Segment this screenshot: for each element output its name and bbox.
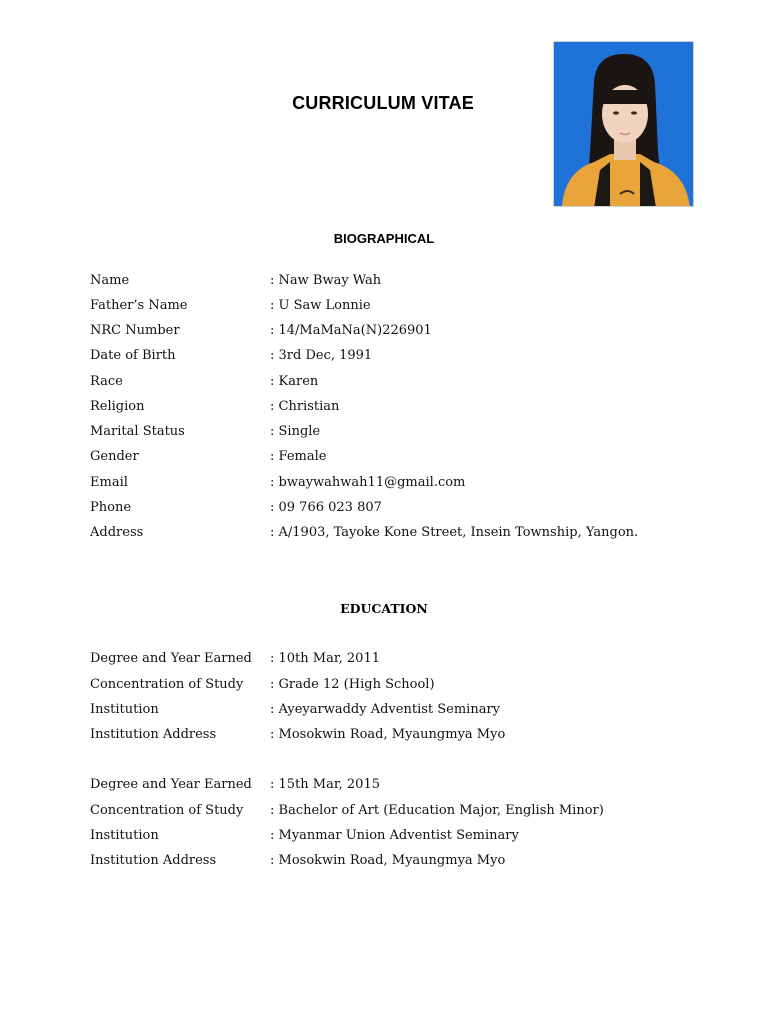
row-label: Gender <box>90 449 139 464</box>
row-label: NRC Number <box>90 323 180 338</box>
row-label: Institution <box>90 828 159 843</box>
row-value: : A/1903, Tayoke Kone Street, Insein Township, Yangon. <box>270 525 639 540</box>
row-label: Father’s Name <box>90 298 188 313</box>
row-label: Concentration of Study <box>90 677 244 692</box>
row-value: : Naw Bway Wah <box>270 273 382 288</box>
row-label: Race <box>90 374 123 389</box>
row-label: Concentration of Study <box>90 803 244 818</box>
row-value: : Single <box>270 424 321 439</box>
portrait-photo <box>553 41 694 207</box>
row-value: : Christian <box>270 399 340 414</box>
row-value: : Mosokwin Road, Myaungmya Myo <box>270 727 506 742</box>
education-heading: EDUCATION <box>340 601 428 616</box>
row-label: Email <box>90 475 128 490</box>
row-value: : 15th Mar, 2015 <box>270 777 380 792</box>
row-value: : bwaywahwah11@gmail.com <box>270 475 466 490</box>
row-label: Marital Status <box>90 424 185 439</box>
row-label: Institution Address <box>90 727 217 742</box>
row-value: : Mosokwin Road, Myaungmya Myo <box>270 853 506 868</box>
row-label: Institution Address <box>90 853 217 868</box>
row-label: Degree and Year Earned <box>90 777 252 792</box>
row-value: : Female <box>270 449 327 464</box>
portrait-illustration <box>554 42 694 207</box>
row-label: Degree and Year Earned <box>90 651 252 666</box>
row-value: : 09 766 023 807 <box>270 500 382 515</box>
row-value: : U Saw Lonnie <box>270 298 371 313</box>
row-value: : Karen <box>270 374 319 389</box>
row-value: : Grade 12 (High School) <box>270 677 435 692</box>
page-title: CURRICULUM VITAE <box>292 93 474 113</box>
row-value: : Ayeyarwaddy Adventist Seminary <box>270 702 501 717</box>
row-label: Institution <box>90 702 159 717</box>
row-label: Phone <box>90 500 132 515</box>
row-value: : Bachelor of Art (Education Major, English Minor) <box>270 803 604 818</box>
row-label: Date of Birth <box>90 348 176 363</box>
row-value: : 14/MaMaNa(N)226901 <box>270 323 432 338</box>
row-label: Name <box>90 273 130 288</box>
row-label: Religion <box>90 399 145 414</box>
row-value: : 10th Mar, 2011 <box>270 651 380 666</box>
row-label: Address <box>90 525 144 540</box>
row-value: : 3rd Dec, 1991 <box>270 348 373 363</box>
biographical-heading: BIOGRAPHICAL <box>333 231 435 246</box>
row-value: : Myanmar Union Adventist Seminary <box>270 828 519 843</box>
